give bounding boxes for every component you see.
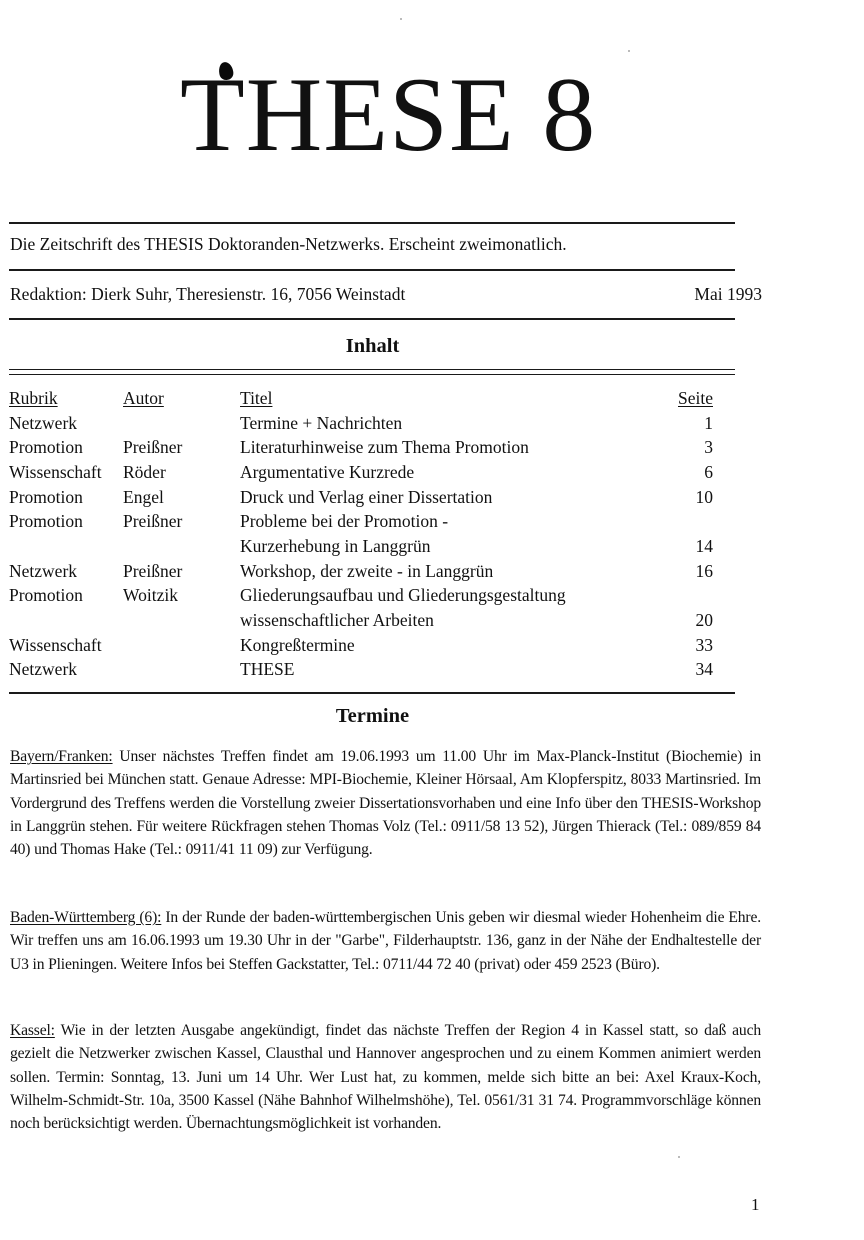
rubrik-cell: Netzwerk [9, 560, 78, 581]
rubrik-cell: Promotion [9, 486, 83, 507]
seite-cell: 14 [695, 535, 713, 556]
titel-cell: THESE [240, 659, 295, 680]
rubrik-cell: Netzwerk [9, 659, 78, 680]
column-header-titel: Titel [240, 387, 273, 408]
region-label: Kassel: [10, 1022, 55, 1039]
scan-speck [400, 18, 402, 20]
table-row [9, 485, 713, 510]
seite-cell: 34 [695, 659, 713, 680]
divider [9, 269, 735, 271]
rubrik-cell: Promotion [9, 437, 83, 458]
scan-speck [628, 50, 630, 52]
contents-table [9, 386, 713, 682]
seite-cell [678, 509, 713, 534]
titel-cell: Termine + Nachrichten [240, 412, 403, 433]
rubrik-cell: Wissenschaft [9, 634, 102, 655]
titel-cell: Workshop, der zweite - in Langgrün [240, 560, 494, 581]
column-header-seite: Seite [678, 387, 713, 408]
column-header-rubrik: Rubrik [9, 387, 58, 408]
titel-cell: wissenschaftlicher Arbeiten [240, 610, 434, 631]
titel-cell: Gliederungsaufbau und Gliederungsgestaltung [240, 585, 566, 606]
titel-cell: Kongreßtermine [240, 634, 355, 655]
autor-cell [123, 658, 240, 683]
autor-cell: Preißner [123, 511, 183, 532]
autor-cell [123, 534, 240, 559]
termine-heading: Termine [335, 705, 410, 727]
table-row [9, 411, 713, 436]
entry-text: Wie in der letzten Ausgabe angekündigt, findet das nächste Treffen der Region 4 in Kassel statt, so daß auch gezielt die Netzwerker zwischen Kassel, Clausthal und Hannover angesprochen und zu einem Kommen animiert werden sollen. Termin: Sonntag, 13. Juni um 14 Uhr. Wer Lust hat, zu kommen, melde sich bitte an bei: Axel Kraux-Koch, Wilhelm-Schmidt-Str. 10a, 3500 Kassel (Nähe Bahnhof Wilhelmshöhe), Tel. 0561/31 31 74. Programmvorschläge können noch berücksichtigt werden. Übernachtungsmöglichkeit ist vorhanden. [10, 1022, 761, 1133]
region-label: Bayern/Franken: [10, 748, 113, 765]
rubrik-cell: Netzwerk [9, 412, 78, 433]
entry-text: In der Runde der baden-württembergischen Unis geben wir diesmal wieder Hohenheim die Ehre. Wir treffen uns am 16.06.1993 um 19.30 Uhr in der "Garbe", Filderhauptstr. 136, ganz in der Nähe der Endhaltestelle der U3 in Plieningen. Weitere Infos bei Steffen Gackstatter, Tel.: 0711/44 72 40 (privat) oder 459 2523 (Büro). [10, 909, 761, 973]
entry-text: Unser nächstes Treffen findet am 19.06.1993 um 11.00 Uhr im Max-Planck-Institut (Biochemie) in Martinsried bei München statt. Genaue Adresse: MPI-Biochemie, Kleiner Hörsaal, Am Klopferspitz, 8033 Martinsried. Im Vordergrund des Treffens werden die Vorstellung zweier Dissertationsvorhaben und eine Info über den THESIS-Workshop in Langgrün stehen. Für weitere Rückfragen stehen Thomas Volz (Tel.: 0911/58 13 52), Jürgen Thierack (Tel.: 089/859 84 40) und Thomas Hake (Tel.: 0911/41 11 09) zur Verfügung. [10, 748, 761, 859]
region-label: Baden-Württemberg (6): [10, 909, 162, 926]
divider [9, 318, 735, 320]
table-row [9, 584, 713, 609]
table-row [9, 658, 713, 683]
subtitle: Die Zeitschrift des THESIS Doktoranden-Netzwerks. Erscheint zweimonatlich. [10, 234, 567, 254]
divider [9, 222, 735, 224]
issue-date: Mai 1993 [694, 284, 762, 304]
autor-cell [123, 411, 240, 436]
autor-cell: Woitzik [123, 585, 178, 606]
autor-cell: Preißner [123, 437, 183, 458]
rubrik-cell: Promotion [9, 511, 83, 532]
double-divider-top [9, 369, 735, 370]
table-row [9, 509, 713, 534]
titel-cell: Probleme bei der Promotion - [240, 511, 449, 532]
table-row [9, 435, 713, 460]
scan-speck [678, 1156, 680, 1158]
seite-cell: 20 [695, 610, 713, 631]
table-row [9, 559, 713, 584]
seite-cell: 6 [704, 461, 713, 482]
seite-cell: 16 [695, 560, 713, 581]
seite-cell: 3 [704, 437, 713, 458]
rubrik-cell [9, 534, 123, 559]
rubrik-cell: Wissenschaft [9, 461, 102, 482]
contents-heading: Inhalt [345, 335, 400, 357]
autor-cell [123, 633, 240, 658]
termine-entry-baden-wuerttemberg [10, 906, 761, 976]
table-row [9, 608, 713, 633]
titel-cell: Literaturhinweise zum Thema Promotion [240, 437, 529, 458]
titel-cell: Kurzerhebung in Langgrün [240, 535, 431, 556]
seite-cell: 33 [695, 634, 713, 655]
table-row [9, 534, 713, 559]
double-divider-bottom [9, 374, 735, 375]
autor-cell: Engel [123, 486, 164, 507]
autor-cell: Preißner [123, 560, 183, 581]
table-row [9, 460, 713, 485]
divider [9, 692, 735, 694]
seite-cell: 10 [695, 486, 713, 507]
page-number: 1 [751, 1195, 760, 1214]
titel-cell: Druck und Verlag einer Dissertation [240, 486, 493, 507]
autor-cell [123, 608, 240, 633]
seite-cell [678, 584, 713, 609]
termine-entry-bayern [10, 745, 761, 861]
editorial-address: Redaktion: Dierk Suhr, Theresienstr. 16, 7056 Weinstadt [10, 284, 406, 304]
termine-entry-kassel [10, 1019, 761, 1135]
titel-cell: Argumentative Kurzrede [240, 461, 415, 482]
table-row [9, 633, 713, 658]
rubrik-cell: Promotion [9, 585, 83, 606]
masthead-title: THESE 8 [180, 56, 597, 173]
rubrik-cell [9, 608, 123, 633]
column-header-autor: Autor [123, 387, 164, 408]
seite-cell: 1 [704, 412, 713, 433]
autor-cell: Röder [123, 461, 166, 482]
contents-header-row [9, 386, 713, 411]
